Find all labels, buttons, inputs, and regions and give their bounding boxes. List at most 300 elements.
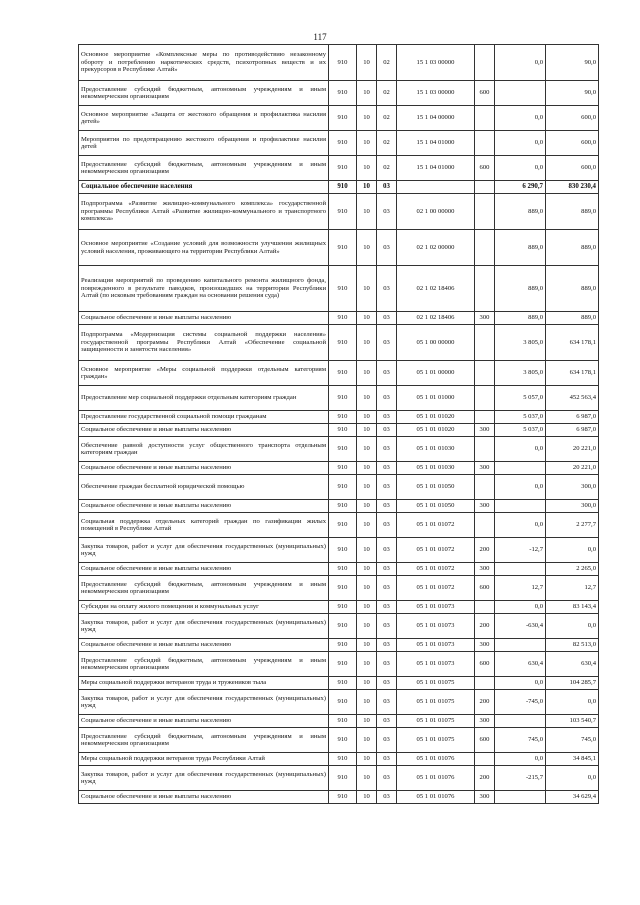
row-amount-change-cell <box>495 715 546 728</box>
row-grbs-cell: 910 <box>329 614 357 639</box>
row-expense-type-cell <box>475 266 495 312</box>
row-subsection-cell: 03 <box>377 766 397 791</box>
row-expense-type-cell: 200 <box>475 614 495 639</box>
row-section-cell: 10 <box>357 563 377 576</box>
table-row <box>79 513 599 538</box>
row-subsection-cell: 03 <box>377 475 397 500</box>
row-amount-total-cell: 104 285,7 <box>546 677 599 690</box>
row-grbs-cell: 910 <box>329 437 357 462</box>
row-amount-total-cell: 0,0 <box>546 538 599 563</box>
row-target-article-cell: 05 1 01 01073 <box>397 652 475 677</box>
table-row <box>79 753 599 766</box>
row-name-cell: Подпрограмма «Развитие жилищно-коммунального комплекса» государственной программы Республики Алтай «Развитие жилищно-коммунального и транспортного комплекса» <box>79 194 329 230</box>
row-subsection-cell: 03 <box>377 462 397 475</box>
row-target-article-cell: 15 1 03 00000 <box>397 81 475 106</box>
row-section-cell: 10 <box>357 156 377 181</box>
row-name-cell: Закупка товаров, работ и услуг для обеспечения государственных (муниципальных) нужд <box>79 690 329 715</box>
row-amount-total-cell: 300,0 <box>546 500 599 513</box>
row-target-article-cell: 05 1 01 01076 <box>397 791 475 804</box>
table-row <box>79 361 599 386</box>
row-amount-change-cell: 745,0 <box>495 728 546 753</box>
row-amount-total-cell: 634 178,1 <box>546 325 599 361</box>
table-row <box>79 194 599 230</box>
row-amount-change-cell: 0,0 <box>495 156 546 181</box>
row-amount-change-cell: 0,0 <box>495 601 546 614</box>
table-row <box>79 230 599 266</box>
row-amount-total-cell: 630,4 <box>546 652 599 677</box>
row-subsection-cell: 03 <box>377 424 397 437</box>
table-row <box>79 728 599 753</box>
row-amount-total-cell: 90,0 <box>546 45 599 81</box>
row-name-cell: Обеспечение граждан бесплатной юридической помощью <box>79 475 329 500</box>
row-amount-total-cell: 830 230,4 <box>546 181 599 194</box>
row-subsection-cell: 03 <box>377 652 397 677</box>
row-subsection-cell: 03 <box>377 538 397 563</box>
row-target-article-cell: 15 1 04 00000 <box>397 106 475 131</box>
row-amount-total-cell: 83 143,4 <box>546 601 599 614</box>
row-amount-total-cell: 12,7 <box>546 576 599 601</box>
row-expense-type-cell: 600 <box>475 728 495 753</box>
row-amount-total-cell: 0,0 <box>546 690 599 715</box>
row-section-cell: 10 <box>357 614 377 639</box>
row-subsection-cell: 03 <box>377 576 397 601</box>
table-row <box>79 462 599 475</box>
table-row <box>79 715 599 728</box>
row-amount-change-cell: 889,0 <box>495 230 546 266</box>
table-row <box>79 181 599 194</box>
row-name-cell: Закупка товаров, работ и услуг для обеспечения государственных (муниципальных) нужд <box>79 766 329 791</box>
row-grbs-cell: 910 <box>329 230 357 266</box>
row-subsection-cell: 03 <box>377 513 397 538</box>
table-row <box>79 601 599 614</box>
row-amount-total-cell: 103 540,7 <box>546 715 599 728</box>
row-amount-change-cell: 3 805,0 <box>495 325 546 361</box>
table-row <box>79 500 599 513</box>
row-target-article-cell: 05 1 01 01072 <box>397 563 475 576</box>
row-target-article-cell: 15 1 04 01000 <box>397 156 475 181</box>
row-section-cell: 10 <box>357 462 377 475</box>
table-row <box>79 131 599 156</box>
row-target-article-cell: 05 1 01 01020 <box>397 424 475 437</box>
row-subsection-cell: 03 <box>377 181 397 194</box>
table-row <box>79 791 599 804</box>
row-expense-type-cell <box>475 475 495 500</box>
row-section-cell: 10 <box>357 131 377 156</box>
row-expense-type-cell <box>475 386 495 411</box>
row-expense-type-cell <box>475 677 495 690</box>
row-amount-total-cell: 2 265,0 <box>546 563 599 576</box>
row-target-article-cell: 05 1 01 01075 <box>397 677 475 690</box>
row-amount-change-cell: 0,0 <box>495 753 546 766</box>
row-section-cell: 10 <box>357 766 377 791</box>
row-grbs-cell: 910 <box>329 156 357 181</box>
row-section-cell: 10 <box>357 500 377 513</box>
row-name-cell: Основное мероприятие «Комплексные меры по противодействию незаконному обороту и потреблению наркотических средств, психотропных веществ и их прекурсоров в Республике Алтай» <box>79 45 329 81</box>
row-name-cell: Мероприятия по предотвращению жестокого обращения и профилактике насилия детей <box>79 131 329 156</box>
row-section-cell: 10 <box>357 639 377 652</box>
row-section-cell: 10 <box>357 325 377 361</box>
row-amount-change-cell: -215,7 <box>495 766 546 791</box>
row-amount-change-cell: -745,0 <box>495 690 546 715</box>
row-amount-total-cell: 452 563,4 <box>546 386 599 411</box>
row-expense-type-cell <box>475 601 495 614</box>
row-expense-type-cell: 300 <box>475 312 495 325</box>
row-section-cell: 10 <box>357 715 377 728</box>
row-name-cell: Предоставление субсидий бюджетным, автономным учреждениям и иным некоммерческим организациям <box>79 81 329 106</box>
row-target-article-cell: 05 1 01 01020 <box>397 411 475 424</box>
row-section-cell: 10 <box>357 266 377 312</box>
row-section-cell: 10 <box>357 753 377 766</box>
row-amount-change-cell: 0,0 <box>495 106 546 131</box>
budget-table <box>78 44 599 804</box>
row-grbs-cell: 910 <box>329 728 357 753</box>
table-row <box>79 677 599 690</box>
row-grbs-cell: 910 <box>329 475 357 500</box>
row-name-cell: Социальное обеспечение и иные выплаты населению <box>79 639 329 652</box>
row-amount-change-cell: 889,0 <box>495 194 546 230</box>
row-section-cell: 10 <box>357 690 377 715</box>
row-amount-change-cell: 630,4 <box>495 652 546 677</box>
row-name-cell: Основное мероприятие «Меры социальной поддержки отдельным категориям граждан» <box>79 361 329 386</box>
row-grbs-cell: 910 <box>329 106 357 131</box>
row-target-article-cell: 05 1 01 01073 <box>397 601 475 614</box>
row-section-cell: 10 <box>357 312 377 325</box>
row-name-cell: Основное мероприятие «Защита от жестокого обращения и профилактика насилия детей» <box>79 106 329 131</box>
row-subsection-cell: 03 <box>377 728 397 753</box>
row-subsection-cell: 03 <box>377 791 397 804</box>
table-row <box>79 106 599 131</box>
row-expense-type-cell <box>475 753 495 766</box>
table-row <box>79 81 599 106</box>
row-subsection-cell: 03 <box>377 601 397 614</box>
row-target-article-cell: 05 1 01 01075 <box>397 728 475 753</box>
row-grbs-cell: 910 <box>329 715 357 728</box>
row-grbs-cell: 910 <box>329 266 357 312</box>
row-grbs-cell: 910 <box>329 386 357 411</box>
row-section-cell: 10 <box>357 513 377 538</box>
row-grbs-cell: 910 <box>329 639 357 652</box>
row-subsection-cell: 03 <box>377 194 397 230</box>
row-amount-change-cell <box>495 639 546 652</box>
row-amount-change-cell <box>495 791 546 804</box>
row-name-cell: Социальное обеспечение и иные выплаты населению <box>79 312 329 325</box>
row-name-cell: Предоставление субсидий бюджетным, автономным учреждениям и иным некоммерческим организациям <box>79 652 329 677</box>
row-grbs-cell: 910 <box>329 563 357 576</box>
row-subsection-cell: 03 <box>377 230 397 266</box>
row-amount-total-cell: 634 178,1 <box>546 361 599 386</box>
row-grbs-cell: 910 <box>329 312 357 325</box>
row-name-cell: Предоставление субсидий бюджетным, автономным учреждениям и иным некоммерческим организациям <box>79 728 329 753</box>
row-amount-change-cell: 5 057,0 <box>495 386 546 411</box>
row-section-cell: 10 <box>357 106 377 131</box>
row-amount-total-cell: 6 987,0 <box>546 411 599 424</box>
row-expense-type-cell <box>475 513 495 538</box>
row-name-cell: Предоставление субсидий бюджетным, автономным учреждениям и иным некоммерческим организациям <box>79 156 329 181</box>
row-subsection-cell: 03 <box>377 614 397 639</box>
row-amount-change-cell: -12,7 <box>495 538 546 563</box>
row-name-cell: Социальное обеспечение и иные выплаты населению <box>79 563 329 576</box>
row-expense-type-cell: 300 <box>475 424 495 437</box>
row-amount-change-cell: 3 805,0 <box>495 361 546 386</box>
row-amount-change-cell: 0,0 <box>495 513 546 538</box>
row-target-article-cell: 15 1 03 00000 <box>397 45 475 81</box>
row-grbs-cell: 910 <box>329 513 357 538</box>
row-expense-type-cell <box>475 437 495 462</box>
row-amount-change-cell: 6 290,7 <box>495 181 546 194</box>
row-amount-total-cell: 889,0 <box>546 312 599 325</box>
row-expense-type-cell: 300 <box>475 639 495 652</box>
row-name-cell: Реализация мероприятий по проведению капитального ремонта жилищного фонда, поврежденного в результате паводков, произошедших на территории Республики Алтай (по исковым требованиям граждан на основании решения суда) <box>79 266 329 312</box>
row-expense-type-cell <box>475 181 495 194</box>
row-expense-type-cell: 600 <box>475 81 495 106</box>
row-grbs-cell: 910 <box>329 194 357 230</box>
row-name-cell: Социальное обеспечение и иные выплаты населению <box>79 791 329 804</box>
row-amount-change-cell: 0,0 <box>495 45 546 81</box>
row-target-article-cell: 02 1 02 18406 <box>397 312 475 325</box>
row-section-cell: 10 <box>357 181 377 194</box>
row-grbs-cell: 910 <box>329 361 357 386</box>
row-amount-change-cell <box>495 462 546 475</box>
row-section-cell: 10 <box>357 437 377 462</box>
row-expense-type-cell: 600 <box>475 652 495 677</box>
row-grbs-cell: 910 <box>329 45 357 81</box>
row-amount-change-cell <box>495 500 546 513</box>
row-grbs-cell: 910 <box>329 690 357 715</box>
table-row <box>79 563 599 576</box>
table-row <box>79 386 599 411</box>
row-grbs-cell: 910 <box>329 131 357 156</box>
row-section-cell: 10 <box>357 45 377 81</box>
row-name-cell: Социальное обеспечение и иные выплаты населению <box>79 462 329 475</box>
row-target-article-cell: 05 1 01 01072 <box>397 513 475 538</box>
row-target-article-cell: 05 1 01 01050 <box>397 475 475 500</box>
table-row <box>79 411 599 424</box>
row-target-article-cell: 05 1 01 01000 <box>397 386 475 411</box>
row-expense-type-cell: 200 <box>475 766 495 791</box>
row-expense-type-cell <box>475 194 495 230</box>
row-section-cell: 10 <box>357 652 377 677</box>
row-amount-total-cell: 889,0 <box>546 266 599 312</box>
row-target-article-cell: 05 1 01 00000 <box>397 361 475 386</box>
row-subsection-cell: 02 <box>377 131 397 156</box>
row-expense-type-cell <box>475 411 495 424</box>
row-target-article-cell: 05 1 00 00000 <box>397 325 475 361</box>
row-name-cell: Основное мероприятие «Создание условий для возможности улучшения жилищных условий населения, проживающего на территории Республики Алтай» <box>79 230 329 266</box>
row-grbs-cell: 910 <box>329 181 357 194</box>
table-row <box>79 45 599 81</box>
row-amount-total-cell: 20 221,0 <box>546 462 599 475</box>
row-name-cell: Социальное обеспечение и иные выплаты населению <box>79 500 329 513</box>
table-row <box>79 437 599 462</box>
row-section-cell: 10 <box>357 81 377 106</box>
row-expense-type-cell <box>475 106 495 131</box>
table-row <box>79 312 599 325</box>
row-subsection-cell: 03 <box>377 690 397 715</box>
row-section-cell: 10 <box>357 411 377 424</box>
row-expense-type-cell: 300 <box>475 563 495 576</box>
table-row <box>79 690 599 715</box>
row-subsection-cell: 02 <box>377 106 397 131</box>
row-name-cell: Закупка товаров, работ и услуг для обеспечения государственных (муниципальных) нужд <box>79 614 329 639</box>
row-subsection-cell: 03 <box>377 312 397 325</box>
row-grbs-cell: 910 <box>329 791 357 804</box>
row-target-article-cell: 05 1 01 01075 <box>397 715 475 728</box>
row-target-article-cell: 02 1 02 00000 <box>397 230 475 266</box>
row-amount-total-cell: 745,0 <box>546 728 599 753</box>
row-section-cell: 10 <box>357 361 377 386</box>
row-grbs-cell: 910 <box>329 677 357 690</box>
row-expense-type-cell <box>475 325 495 361</box>
row-name-cell: Меры социальной поддержки ветеранов труда Республики Алтай <box>79 753 329 766</box>
row-expense-type-cell: 300 <box>475 791 495 804</box>
row-grbs-cell: 910 <box>329 601 357 614</box>
row-section-cell: 10 <box>357 424 377 437</box>
row-name-cell: Социальное обеспечение и иные выплаты населению <box>79 715 329 728</box>
table-row <box>79 576 599 601</box>
row-target-article-cell: 05 1 01 01073 <box>397 639 475 652</box>
row-amount-total-cell: 2 277,7 <box>546 513 599 538</box>
row-subsection-cell: 03 <box>377 386 397 411</box>
row-amount-total-cell: 300,0 <box>546 475 599 500</box>
row-section-cell: 10 <box>357 791 377 804</box>
row-subsection-cell: 03 <box>377 753 397 766</box>
row-amount-total-cell: 6 987,0 <box>546 424 599 437</box>
row-amount-total-cell: 600,0 <box>546 106 599 131</box>
row-grbs-cell: 910 <box>329 538 357 563</box>
row-subsection-cell: 03 <box>377 361 397 386</box>
row-target-article-cell: 02 1 02 18406 <box>397 266 475 312</box>
row-grbs-cell: 910 <box>329 500 357 513</box>
row-target-article-cell: 05 1 01 01030 <box>397 462 475 475</box>
row-expense-type-cell: 300 <box>475 500 495 513</box>
row-section-cell: 10 <box>357 230 377 266</box>
row-subsection-cell: 03 <box>377 677 397 690</box>
row-amount-total-cell: 20 221,0 <box>546 437 599 462</box>
row-amount-change-cell: 889,0 <box>495 312 546 325</box>
row-name-cell: Субсидии на оплату жилого помещения и коммунальных услуг <box>79 601 329 614</box>
row-amount-total-cell: 82 513,0 <box>546 639 599 652</box>
row-grbs-cell: 910 <box>329 325 357 361</box>
row-grbs-cell: 910 <box>329 766 357 791</box>
row-subsection-cell: 03 <box>377 437 397 462</box>
row-subsection-cell: 03 <box>377 411 397 424</box>
row-amount-total-cell: 889,0 <box>546 194 599 230</box>
row-amount-change-cell: -630,4 <box>495 614 546 639</box>
table-row <box>79 614 599 639</box>
row-subsection-cell: 03 <box>377 563 397 576</box>
row-target-article-cell: 02 1 00 00000 <box>397 194 475 230</box>
row-section-cell: 10 <box>357 386 377 411</box>
row-expense-type-cell <box>475 45 495 81</box>
row-section-cell: 10 <box>357 576 377 601</box>
row-amount-change-cell <box>495 563 546 576</box>
row-name-cell: Обеспечение равной доступности услуг общественного транспорта отдельным категориям граждан <box>79 437 329 462</box>
row-name-cell: Меры социальной поддержки ветеранов труда и тружеников тыла <box>79 677 329 690</box>
row-section-cell: 10 <box>357 194 377 230</box>
row-subsection-cell: 03 <box>377 639 397 652</box>
row-amount-change-cell <box>495 81 546 106</box>
row-amount-change-cell: 5 037,0 <box>495 411 546 424</box>
row-target-article-cell: 05 1 01 01072 <box>397 538 475 563</box>
row-expense-type-cell: 300 <box>475 462 495 475</box>
row-name-cell: Социальная поддержка отдельных категорий граждан по газификации жилых помещений в Республике Алтай <box>79 513 329 538</box>
page-number: 117 <box>313 32 327 42</box>
row-target-article-cell: 05 1 01 01050 <box>397 500 475 513</box>
row-grbs-cell: 910 <box>329 81 357 106</box>
row-amount-change-cell: 0,0 <box>495 131 546 156</box>
table-row <box>79 424 599 437</box>
row-subsection-cell: 02 <box>377 156 397 181</box>
row-subsection-cell: 02 <box>377 81 397 106</box>
row-section-cell: 10 <box>357 677 377 690</box>
row-amount-total-cell: 34 629,4 <box>546 791 599 804</box>
row-amount-total-cell: 600,0 <box>546 156 599 181</box>
row-grbs-cell: 910 <box>329 411 357 424</box>
table-row <box>79 475 599 500</box>
row-target-article-cell: 15 1 04 01000 <box>397 131 475 156</box>
row-target-article-cell: 05 1 01 01030 <box>397 437 475 462</box>
row-amount-change-cell: 889,0 <box>495 266 546 312</box>
row-subsection-cell: 03 <box>377 266 397 312</box>
row-target-article-cell: 05 1 01 01072 <box>397 576 475 601</box>
row-target-article-cell: 05 1 01 01076 <box>397 753 475 766</box>
row-name-cell: Закупка товаров, работ и услуг для обеспечения государственных (муниципальных) нужд <box>79 538 329 563</box>
row-amount-change-cell: 0,0 <box>495 475 546 500</box>
row-grbs-cell: 910 <box>329 424 357 437</box>
row-amount-total-cell: 90,0 <box>546 81 599 106</box>
table-row <box>79 538 599 563</box>
table-row <box>79 652 599 677</box>
row-name-cell: Предоставление субсидий бюджетным, автономным учреждениям и иным некоммерческим организациям <box>79 576 329 601</box>
row-amount-total-cell: 0,0 <box>546 766 599 791</box>
row-expense-type-cell <box>475 361 495 386</box>
table-body <box>79 45 599 804</box>
row-subsection-cell: 02 <box>377 45 397 81</box>
row-section-cell: 10 <box>357 475 377 500</box>
table-row <box>79 639 599 652</box>
row-expense-type-cell: 200 <box>475 690 495 715</box>
row-target-article-cell: 05 1 01 01076 <box>397 766 475 791</box>
row-name-cell: Подпрограмма «Модернизация системы социальной поддержки населения» государственной программы Республики Алтай «Обеспечение социальной защищенности и занятости населения» <box>79 325 329 361</box>
row-subsection-cell: 03 <box>377 500 397 513</box>
row-section-cell: 10 <box>357 538 377 563</box>
table-row <box>79 325 599 361</box>
row-target-article-cell: 05 1 01 01073 <box>397 614 475 639</box>
row-target-article-cell <box>397 181 475 194</box>
row-amount-change-cell: 12,7 <box>495 576 546 601</box>
row-amount-change-cell: 0,0 <box>495 437 546 462</box>
row-grbs-cell: 910 <box>329 576 357 601</box>
row-amount-change-cell: 5 037,0 <box>495 424 546 437</box>
row-expense-type-cell <box>475 230 495 266</box>
row-grbs-cell: 910 <box>329 462 357 475</box>
row-amount-total-cell: 0,0 <box>546 614 599 639</box>
row-name-cell: Социальное обеспечение и иные выплаты населению <box>79 424 329 437</box>
row-grbs-cell: 910 <box>329 652 357 677</box>
row-expense-type-cell: 300 <box>475 715 495 728</box>
row-name-cell: Предоставление государственной социальной помощи гражданам <box>79 411 329 424</box>
row-section-cell: 10 <box>357 601 377 614</box>
table-row <box>79 766 599 791</box>
row-name-cell: Социальное обеспечение населения <box>79 181 329 194</box>
row-amount-total-cell: 889,0 <box>546 230 599 266</box>
row-expense-type-cell <box>475 131 495 156</box>
table-row <box>79 156 599 181</box>
row-amount-total-cell: 600,0 <box>546 131 599 156</box>
row-expense-type-cell: 600 <box>475 156 495 181</box>
row-name-cell: Предоставление мер социальной поддержки отдельным категориям граждан <box>79 386 329 411</box>
row-grbs-cell: 910 <box>329 753 357 766</box>
